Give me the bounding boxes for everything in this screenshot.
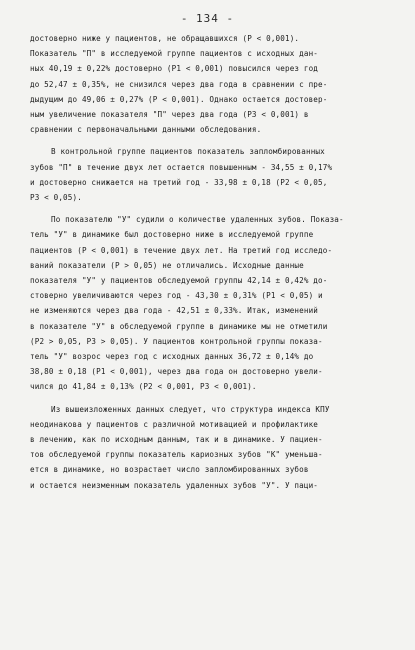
- paragraph: [30, 31, 386, 137]
- text-line: (P2 > 0,05, P3 > 0,05). У пациентов контрольной группы показа-: [30, 336, 323, 346]
- text-line: P3 < 0,05).: [30, 193, 82, 203]
- text-line: ваний показатели (P > 0,05) не отличались. Исходные данные: [30, 260, 304, 270]
- text-line: По показателю "У" судили о количестве удаленных зубов. Показа-: [51, 215, 344, 225]
- text-line: показателя "У" у пациентов обследуемой группы 42,14 ± 0,42% до-: [30, 276, 328, 286]
- paragraph: [30, 402, 386, 493]
- page-number: - 134 -: [180, 12, 235, 25]
- text-line: тель "У" возрос через год с исходных данных 36,72 ± 0,14% до: [30, 352, 314, 362]
- text-line: пациентов (P < 0,001) в течение двух лет. На третий год исследо-: [30, 245, 333, 255]
- text-line: неодинакова у пациентов с различной мотивацией и профилактике: [30, 419, 319, 429]
- paragraph: [30, 212, 386, 394]
- text-line: дыдущим до 49,06 ± 0,27% (P < 0,001). Однако остается достовер-: [30, 94, 328, 104]
- text-line: ных 40,19 ± 0,22% достоверно (P1 < 0,001) повысился через год: [30, 64, 319, 74]
- text-line: ным увеличение показателя "П" через два года (P3 < 0,001) в: [30, 110, 309, 120]
- text-line: достоверно ниже у пациентов, не обращавшихся (P < 0,001).: [30, 34, 300, 43]
- text-line: в показателе "У" в обследуемой группе в динамике мы не отметили: [30, 321, 328, 331]
- text-line: ется в динамике, но возрастает число запломбированных зубов: [30, 465, 309, 475]
- text-line: зубов "П" в течение двух лет остается повышенным - 34,55 ± 0,17%: [30, 162, 333, 172]
- text-line: до 52,47 ± 0,35%, не снизился через два года в сравнении с пре-: [30, 79, 328, 89]
- text-line: чился до 41,84 ± 0,13% (P2 < 0,001, P3 < 0,001).: [30, 382, 257, 392]
- text-line: и достоверно снижается на третий год - 33,98 ± 0,18 (P2 < 0,05,: [30, 177, 328, 187]
- text-line: не изменяются через два года - 42,51 ± 0,33%. Итак, изменений: [30, 306, 319, 316]
- text-body: [30, 31, 386, 500]
- text-line: Показатель "П" в исследуемой группе пациентов с исходных дан-: [30, 49, 319, 59]
- text-line: тов обследуемой группы показатель кариозных зубов "К" уменьша-: [30, 450, 323, 460]
- text-line: в лечению, как по исходным данным, так и в динамике. У пациен-: [30, 435, 323, 445]
- text-line: сравнении с первоначальными данными обследования.: [30, 125, 262, 135]
- text-line: 38,80 ± 0,18 (P1 < 0,001), через два года он достоверно увели-: [30, 367, 323, 377]
- text-line: тель "У" в динамике был достоверно ниже в исследуемой группе: [30, 230, 314, 240]
- text-line: и остается неизменным показатель удаленных зубов "У". У паци-: [30, 480, 319, 490]
- text-line: стоверно увеличиваются через год - 43,30 ± 0,31% (P1 < 0,05) и: [30, 291, 323, 301]
- text-line: Из вышеизложенных данных следует, что структура индекса КПУ: [51, 404, 330, 414]
- text-line: В контрольной группе пациентов показатель запломбированных: [51, 147, 325, 157]
- paragraph: [30, 144, 386, 205]
